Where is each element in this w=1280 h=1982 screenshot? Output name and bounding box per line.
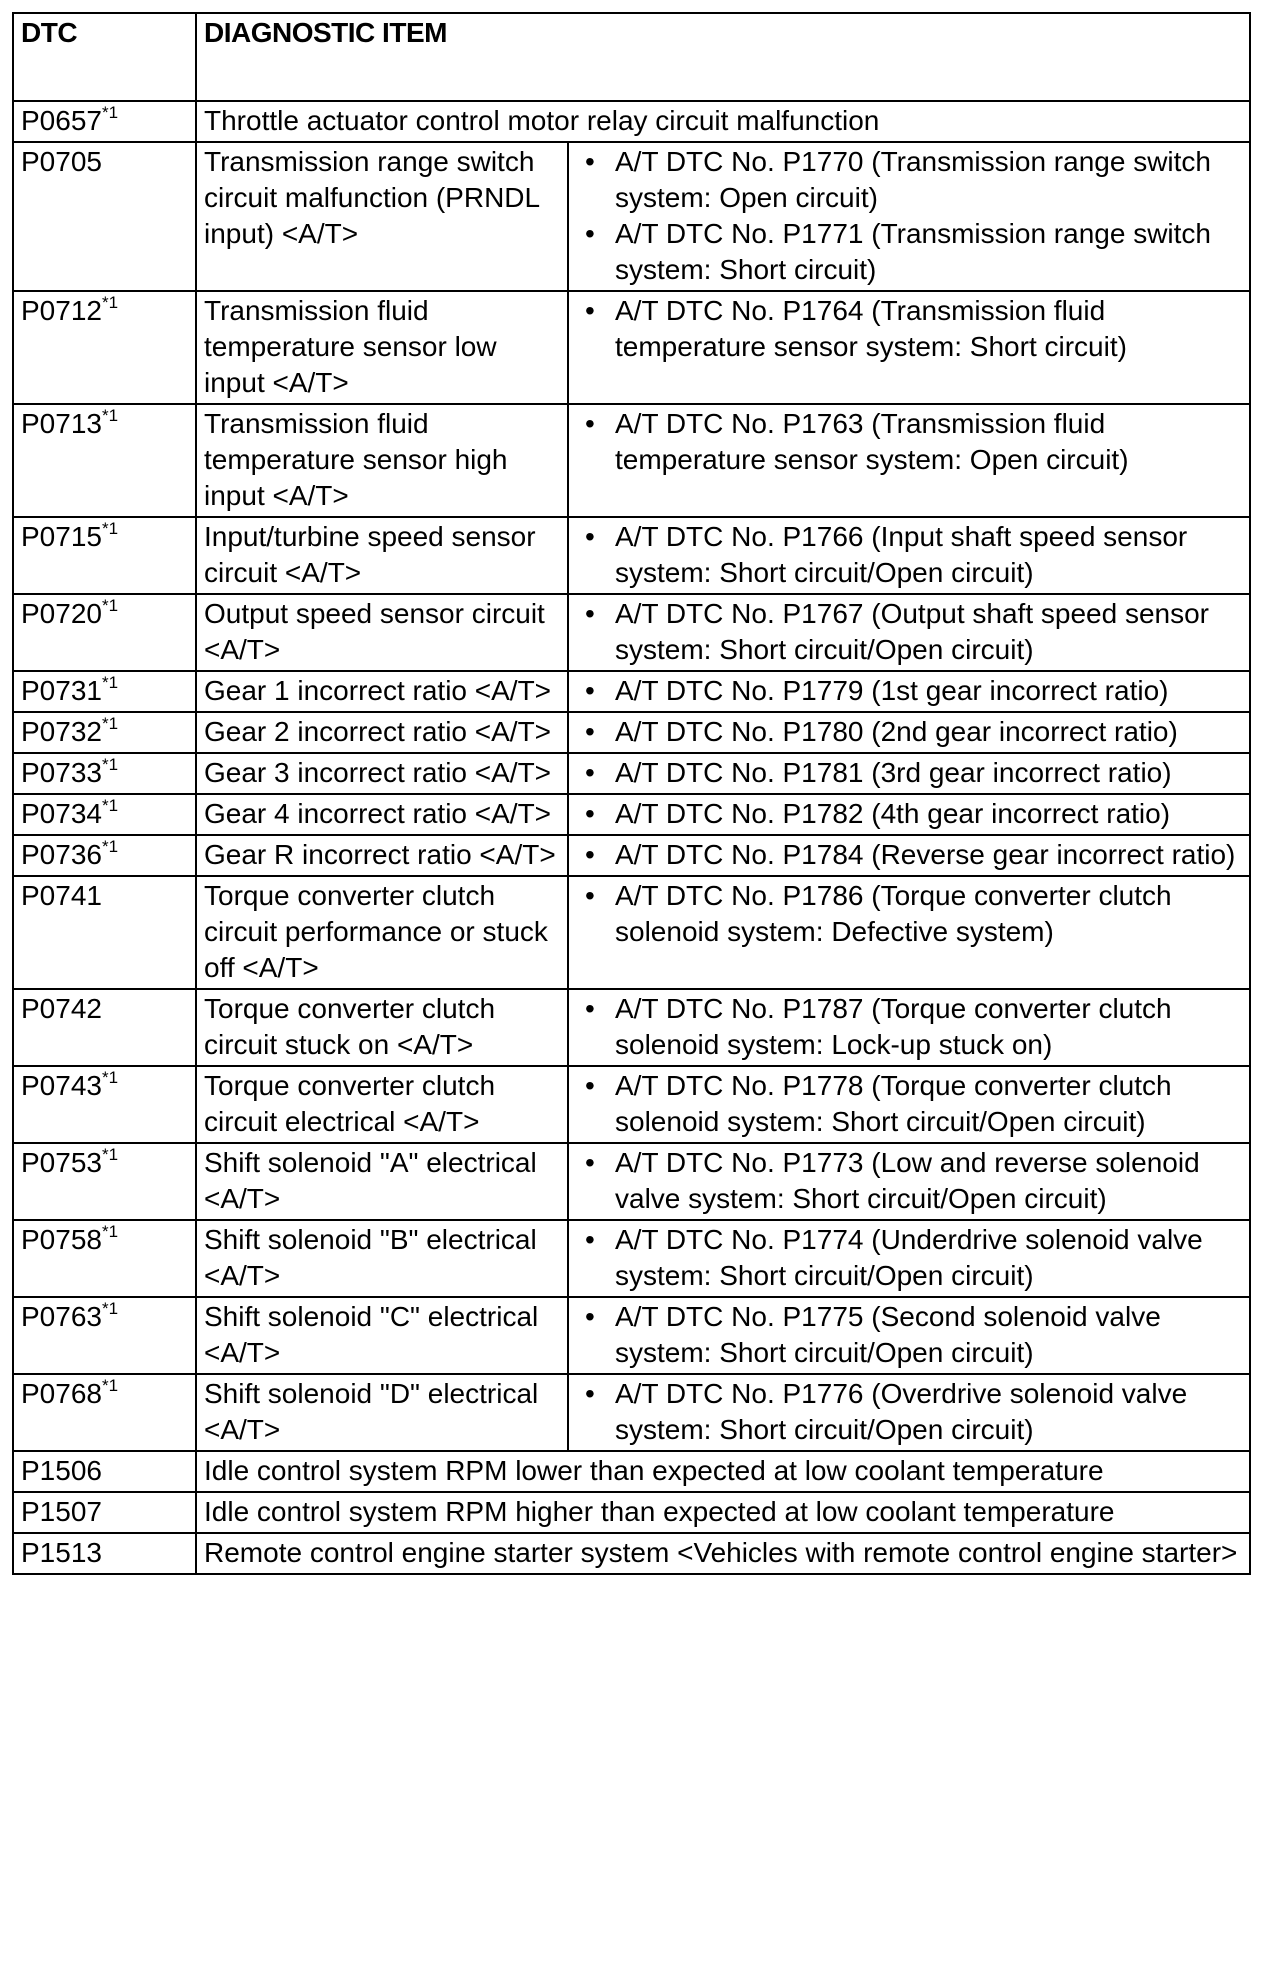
- related-dtc-list: [576, 596, 1242, 668]
- footnote-marker: *1: [101, 1068, 119, 1087]
- related-dtc-cell: [568, 1374, 1250, 1451]
- table-row: [13, 517, 1250, 594]
- related-dtc-cell: [568, 517, 1250, 594]
- related-dtc-text: A/T DTC No. P1766 (Input shaft speed sensor system: Short circuit/Open circuit): [615, 521, 1188, 588]
- dtc-code-cell: [13, 712, 196, 753]
- dtc-code-cell: [13, 1533, 196, 1574]
- footnote-marker: *1: [101, 714, 119, 733]
- dtc-code: P0733: [21, 757, 102, 788]
- dtc-code: P0743: [21, 1070, 102, 1101]
- list-item: [576, 1376, 1242, 1448]
- diagnostic-item-cell: Torque converter clutch circuit performance or stuck off <A/T>: [196, 876, 568, 989]
- related-dtc-cell: [568, 1220, 1250, 1297]
- bullet-icon: •: [585, 295, 595, 326]
- related-dtc-text: A/T DTC No. P1763 (Transmission fluid temperature sensor system: Open circuit): [615, 408, 1129, 475]
- dtc-code: P0713: [21, 408, 102, 439]
- dtc-code: P0705: [21, 146, 102, 177]
- related-dtc-text: A/T DTC No. P1774 (Underdrive solenoid valve system: Short circuit/Open circuit): [615, 1224, 1203, 1291]
- table-row: [13, 1297, 1250, 1374]
- table-row: [13, 753, 1250, 794]
- related-dtc-text: A/T DTC No. P1786 (Torque converter clutch solenoid system: Defective system): [615, 880, 1172, 947]
- related-dtc-list: [576, 406, 1242, 478]
- dtc-code-cell: [13, 1492, 196, 1533]
- dtc-code: P0720: [21, 598, 102, 629]
- dtc-code-cell: [13, 876, 196, 989]
- diagnostic-item-cell: Idle control system RPM higher than expected at low coolant temperature: [196, 1492, 1250, 1533]
- footnote-marker: *1: [101, 1222, 119, 1241]
- diagnostic-item-cell: Shift solenoid "C" electrical <A/T>: [196, 1297, 568, 1374]
- dtc-code-cell: [13, 1143, 196, 1220]
- dtc-code-cell: [13, 1451, 196, 1492]
- dtc-table: [12, 12, 1251, 1575]
- footnote-marker: *1: [101, 755, 119, 774]
- related-dtc-text: A/T DTC No. P1787 (Torque converter clutch solenoid system: Lock-up stuck on): [615, 993, 1172, 1060]
- related-dtc-list: [576, 878, 1242, 950]
- table-body: [13, 101, 1250, 1574]
- related-dtc-cell: [568, 404, 1250, 517]
- related-dtc-list: [576, 673, 1242, 709]
- related-dtc-text: A/T DTC No. P1775 (Second solenoid valve system: Short circuit/Open circuit): [615, 1301, 1161, 1368]
- related-dtc-cell: [568, 876, 1250, 989]
- diagnostic-item-cell: Shift solenoid "B" electrical <A/T>: [196, 1220, 568, 1297]
- footnote-marker: *1: [101, 1376, 119, 1395]
- list-item: [576, 837, 1242, 873]
- table-row: [13, 101, 1250, 142]
- related-dtc-list: [576, 991, 1242, 1063]
- table-row: [13, 835, 1250, 876]
- table-row: [13, 989, 1250, 1066]
- dtc-code: P0768: [21, 1378, 102, 1409]
- dtc-code-cell: [13, 142, 196, 291]
- diagnostic-item-cell: Gear 3 incorrect ratio <A/T>: [196, 753, 568, 794]
- table-row: [13, 1066, 1250, 1143]
- related-dtc-list: [576, 796, 1242, 832]
- header-dtc: DTC: [13, 13, 196, 101]
- diagnostic-item-cell: Shift solenoid "D" electrical <A/T>: [196, 1374, 568, 1451]
- list-item: [576, 406, 1242, 478]
- dtc-code: P1507: [21, 1496, 102, 1527]
- related-dtc-cell: [568, 753, 1250, 794]
- related-dtc-list: [576, 1376, 1242, 1448]
- bullet-icon: •: [585, 880, 595, 911]
- list-item: [576, 878, 1242, 950]
- related-dtc-text: A/T DTC No. P1780 (2nd gear incorrect ratio): [615, 716, 1178, 747]
- related-dtc-list: [576, 837, 1242, 873]
- diagnostic-item-cell: Transmission range switch circuit malfunction (PRNDL input) <A/T>: [196, 142, 568, 291]
- related-dtc-cell: [568, 594, 1250, 671]
- related-dtc-text: A/T DTC No. P1773 (Low and reverse solenoid valve system: Short circuit/Open circuit): [615, 1147, 1200, 1214]
- related-dtc-list: [576, 1222, 1242, 1294]
- table-row: [13, 1533, 1250, 1574]
- related-dtc-cell: [568, 291, 1250, 404]
- bullet-icon: •: [585, 521, 595, 552]
- related-dtc-list: [576, 1145, 1242, 1217]
- dtc-code-cell: [13, 291, 196, 404]
- footnote-marker: *1: [101, 406, 119, 425]
- bullet-icon: •: [585, 1147, 595, 1178]
- related-dtc-list: [576, 519, 1242, 591]
- related-dtc-cell: [568, 1297, 1250, 1374]
- list-item: [576, 714, 1242, 750]
- list-item: [576, 519, 1242, 591]
- list-item: [576, 991, 1242, 1063]
- bullet-icon: •: [585, 1070, 595, 1101]
- diagnostic-item-cell: Transmission fluid temperature sensor high input <A/T>: [196, 404, 568, 517]
- table-row: [13, 671, 1250, 712]
- bullet-icon: •: [585, 757, 595, 788]
- related-dtc-list: [576, 755, 1242, 791]
- list-item: [576, 216, 1242, 288]
- list-item: [576, 144, 1242, 216]
- list-item: [576, 1299, 1242, 1371]
- dtc-code: P0657: [21, 105, 102, 136]
- dtc-code-cell: [13, 835, 196, 876]
- related-dtc-text: A/T DTC No. P1764 (Transmission fluid temperature sensor system: Short circuit): [615, 295, 1127, 362]
- diagnostic-item-cell: Shift solenoid "A" electrical <A/T>: [196, 1143, 568, 1220]
- table-row: [13, 712, 1250, 753]
- diagnostic-item-cell: Torque converter clutch circuit stuck on <A/T>: [196, 989, 568, 1066]
- footnote-marker: *1: [101, 103, 119, 122]
- table-row: [13, 142, 1250, 291]
- dtc-code-cell: [13, 517, 196, 594]
- related-dtc-text: A/T DTC No. P1778 (Torque converter clutch solenoid system: Short circuit/Open circuit): [615, 1070, 1172, 1137]
- dtc-code-cell: [13, 1297, 196, 1374]
- header-diagnostic-item: DIAGNOSTIC ITEM: [196, 13, 1250, 101]
- diagnostic-item-cell: Torque converter clutch circuit electrical <A/T>: [196, 1066, 568, 1143]
- bullet-icon: •: [585, 1378, 595, 1409]
- related-dtc-text: A/T DTC No. P1771 (Transmission range switch system: Short circuit): [615, 218, 1211, 285]
- bullet-icon: •: [585, 598, 595, 629]
- list-item: [576, 293, 1242, 365]
- table-row: [13, 594, 1250, 671]
- dtc-code: P0736: [21, 839, 102, 870]
- footnote-marker: *1: [101, 1299, 119, 1318]
- dtc-code: P0734: [21, 798, 102, 829]
- dtc-code-cell: [13, 101, 196, 142]
- bullet-icon: •: [585, 1224, 595, 1255]
- dtc-code: P0712: [21, 295, 102, 326]
- diagnostic-item-cell: Gear R incorrect ratio <A/T>: [196, 835, 568, 876]
- bullet-icon: •: [585, 798, 595, 829]
- diagnostic-item-cell: Gear 4 incorrect ratio <A/T>: [196, 794, 568, 835]
- dtc-code: P0732: [21, 716, 102, 747]
- dtc-code: P0715: [21, 521, 102, 552]
- list-item: [576, 596, 1242, 668]
- related-dtc-cell: [568, 142, 1250, 291]
- related-dtc-text: A/T DTC No. P1782 (4th gear incorrect ratio): [615, 798, 1171, 829]
- list-item: [576, 1222, 1242, 1294]
- dtc-code-cell: [13, 671, 196, 712]
- related-dtc-list: [576, 293, 1242, 365]
- footnote-marker: *1: [101, 837, 119, 856]
- dtc-code: P0731: [21, 675, 102, 706]
- bullet-icon: •: [585, 993, 595, 1024]
- footnote-marker: *1: [101, 1145, 119, 1164]
- list-item: [576, 755, 1242, 791]
- diagnostic-item-cell: Input/turbine speed sensor circuit <A/T>: [196, 517, 568, 594]
- related-dtc-cell: [568, 671, 1250, 712]
- diagnostic-item-cell: Transmission fluid temperature sensor low input <A/T>: [196, 291, 568, 404]
- table-row: [13, 794, 1250, 835]
- diagnostic-item-cell: Output speed sensor circuit <A/T>: [196, 594, 568, 671]
- related-dtc-list: [576, 1299, 1242, 1371]
- table-row: [13, 404, 1250, 517]
- table-row: [13, 1220, 1250, 1297]
- dtc-code: P0741: [21, 880, 102, 911]
- dtc-code: P0742: [21, 993, 102, 1024]
- bullet-icon: •: [585, 146, 595, 177]
- related-dtc-text: A/T DTC No. P1781 (3rd gear incorrect ratio): [615, 757, 1172, 788]
- list-item: [576, 1145, 1242, 1217]
- table-row: [13, 1374, 1250, 1451]
- dtc-code: P0753: [21, 1147, 102, 1178]
- diagnostic-item-cell: Throttle actuator control motor relay circuit malfunction: [196, 101, 1250, 142]
- dtc-code-cell: [13, 404, 196, 517]
- list-item: [576, 796, 1242, 832]
- bullet-icon: •: [585, 839, 595, 870]
- dtc-code-cell: [13, 989, 196, 1066]
- dtc-code-cell: [13, 794, 196, 835]
- related-dtc-list: [576, 144, 1242, 288]
- dtc-code: P0758: [21, 1224, 102, 1255]
- related-dtc-list: [576, 1068, 1242, 1140]
- dtc-code-cell: [13, 1374, 196, 1451]
- table-header-row: [13, 13, 1250, 101]
- footnote-marker: *1: [101, 673, 119, 692]
- diagnostic-item-cell: Remote control engine starter system <Vehicles with remote control engine starter>: [196, 1533, 1250, 1574]
- related-dtc-cell: [568, 989, 1250, 1066]
- table-row: [13, 1451, 1250, 1492]
- related-dtc-text: A/T DTC No. P1784 (Reverse gear incorrect ratio): [615, 839, 1236, 870]
- related-dtc-list: [576, 714, 1242, 750]
- table-row: [13, 876, 1250, 989]
- list-item: [576, 673, 1242, 709]
- diagnostic-item-cell: Gear 1 incorrect ratio <A/T>: [196, 671, 568, 712]
- related-dtc-cell: [568, 712, 1250, 753]
- related-dtc-text: A/T DTC No. P1767 (Output shaft speed sensor system: Short circuit/Open circuit): [615, 598, 1210, 665]
- bullet-icon: •: [585, 716, 595, 747]
- diagnostic-item-cell: Gear 2 incorrect ratio <A/T>: [196, 712, 568, 753]
- bullet-icon: •: [585, 408, 595, 439]
- related-dtc-cell: [568, 835, 1250, 876]
- related-dtc-text: A/T DTC No. P1776 (Overdrive solenoid valve system: Short circuit/Open circuit): [615, 1378, 1188, 1445]
- related-dtc-cell: [568, 794, 1250, 835]
- footnote-marker: *1: [101, 519, 119, 538]
- dtc-code: P1513: [21, 1537, 102, 1568]
- table-row: [13, 1143, 1250, 1220]
- bullet-icon: •: [585, 675, 595, 706]
- list-item: [576, 1068, 1242, 1140]
- dtc-code-cell: [13, 753, 196, 794]
- dtc-code-cell: [13, 1066, 196, 1143]
- dtc-code-cell: [13, 1220, 196, 1297]
- dtc-code-cell: [13, 594, 196, 671]
- related-dtc-cell: [568, 1143, 1250, 1220]
- related-dtc-text: A/T DTC No. P1779 (1st gear incorrect ratio): [615, 675, 1169, 706]
- bullet-icon: •: [585, 218, 595, 249]
- related-dtc-text: A/T DTC No. P1770 (Transmission range switch system: Open circuit): [615, 146, 1211, 213]
- related-dtc-cell: [568, 1066, 1250, 1143]
- footnote-marker: *1: [101, 596, 119, 615]
- footnote-marker: *1: [101, 293, 119, 312]
- bullet-icon: •: [585, 1301, 595, 1332]
- dtc-code: P1506: [21, 1455, 102, 1486]
- table-row: [13, 291, 1250, 404]
- dtc-code: P0763: [21, 1301, 102, 1332]
- footnote-marker: *1: [101, 796, 119, 815]
- table-row: [13, 1492, 1250, 1533]
- diagnostic-item-cell: Idle control system RPM lower than expected at low coolant temperature: [196, 1451, 1250, 1492]
